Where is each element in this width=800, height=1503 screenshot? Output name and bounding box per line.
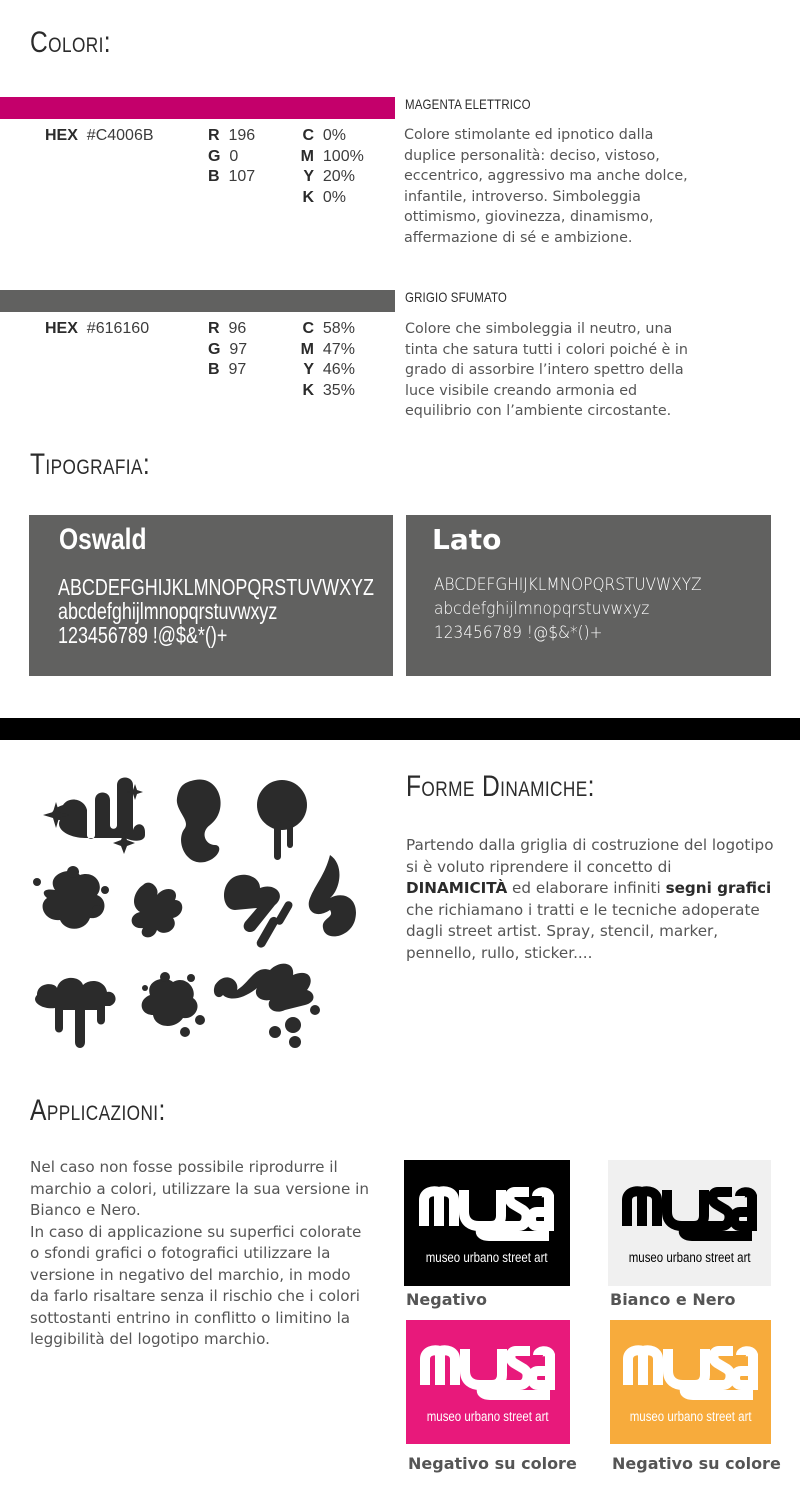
musa-logo-mark [623,1341,759,1401]
curl-shape [177,780,221,863]
lato-font-name: Lato [432,523,502,556]
applications-heading: Applicazioni: [30,1094,166,1127]
magenta-hex: HEX #C4006B [45,127,154,144]
oswald-sample: ABCDEFGHIJKLMNOPQRSTUVWXYZ abcdefghijlmnopqrstuvwxyz 123456789 !@$&*()+ [58,574,374,648]
logo-variant-2 [608,1160,771,1286]
forms-heading: Forme Dinamiche: [406,770,595,803]
magenta-cmyk: C 0% M 100% Y 20% K 0% [300,127,364,206]
magenta-rgb: R 196 G 0 B 107 [208,127,256,185]
bubbles-shape [142,972,205,1037]
logo-variant-3 [406,1320,570,1444]
wave-drops-shape [214,964,320,1048]
logo-variant-4 [610,1320,771,1444]
forms-paragraph: Partendo dalla griglia di costruzione del logotipo si è voluto riprendere il concetto di DINAMICITÀ ed elaborare infiniti segni grafici che richiamano i tratti e le tecniche adoperate dagli street artist. Spray, stencil, marker, pennello, rullo, sticker.... [406,836,774,962]
leaf-shape [132,883,183,938]
balloon-drip-shape [257,780,307,860]
splatter-shape [33,866,109,929]
magenta-description: Colore stimolante ed ipnotico dalla duplice personalità: deciso, vistoso, eccentrico, aggressivo ma anche dolce, infantile, introverso. Simboleggia ottimismo, giovinezza, dinamismo, affermazione di sé e ambizione. [404,127,688,246]
dynamic-shapes-illustration [25,770,375,1060]
oswald-specimen-card [29,515,393,676]
grey-hex: HEX #616160 [45,320,150,337]
oswald-font-name: Oswald [59,523,147,556]
lato-sample: ABCDEFGHIJKLMNOPQRSTUVWXYZ abcdefghijlmnopqrstuvwxyz 123456789 !@$&*()+ [434,575,702,642]
drip-mound-shape [35,978,116,1048]
logo-variant-label: Negativo [406,1290,488,1309]
grey-rgb: R 96 G 97 B 97 [208,320,248,378]
magenta-color-name: MAGENTA ELETTRICO [405,96,531,112]
grey-description: Colore che simboleggia il neutro, una tinta che satura tutti i colori poiché è in grado di assorbire l’intero spettro della luce visibile creando armonia ed equilibrio con l’ambiente circostante. [405,321,688,419]
lato-specimen-card [406,515,771,676]
logo-variant-1 [404,1160,570,1286]
grey-cmyk: C 58% M 47% Y 46% K 35% [300,320,355,399]
drip-cluster-shape [43,778,145,855]
logo-tagline: museo urbano street art [427,1408,549,1424]
grey-color-name: GRIGIO SFUMATO [405,289,508,305]
grey-swatch-bar [0,290,395,312]
logo-tagline: museo urbano street art [426,1249,548,1265]
logo-variant-label: Negativo su colore [408,1454,577,1473]
colors-heading: Colori: [30,26,112,59]
musa-logo-mark [419,1182,555,1242]
flame-shape [309,855,356,936]
musa-logo-mark [622,1182,758,1242]
logo-variant-label: Bianco e Nero [610,1290,736,1309]
section-divider-band [0,718,800,740]
logo-tagline: museo urbano street art [629,1408,752,1424]
musa-logo-mark [420,1341,556,1401]
logo-variant-label: Negativo su colore [612,1454,781,1473]
magenta-swatch-bar [0,97,395,119]
applications-paragraph: Nel caso non fosse possibile riprodurre il marchio a colori, utilizzare la sua versione in Bianco e Nero. In caso di applicazione su superfici colorate o sfondi grafici o fotografici utilizzare la versione in negativo del marchio, in modo da farlo risaltare senza il rischio che i colori sottostanti entrino in conflitto o limitino la leggibilità del logotipo marchio. [30,1158,369,1348]
stroke-shape [224,875,294,950]
typography-heading: Tipografia: [30,448,151,481]
logo-tagline: museo urbano street art [628,1249,751,1265]
